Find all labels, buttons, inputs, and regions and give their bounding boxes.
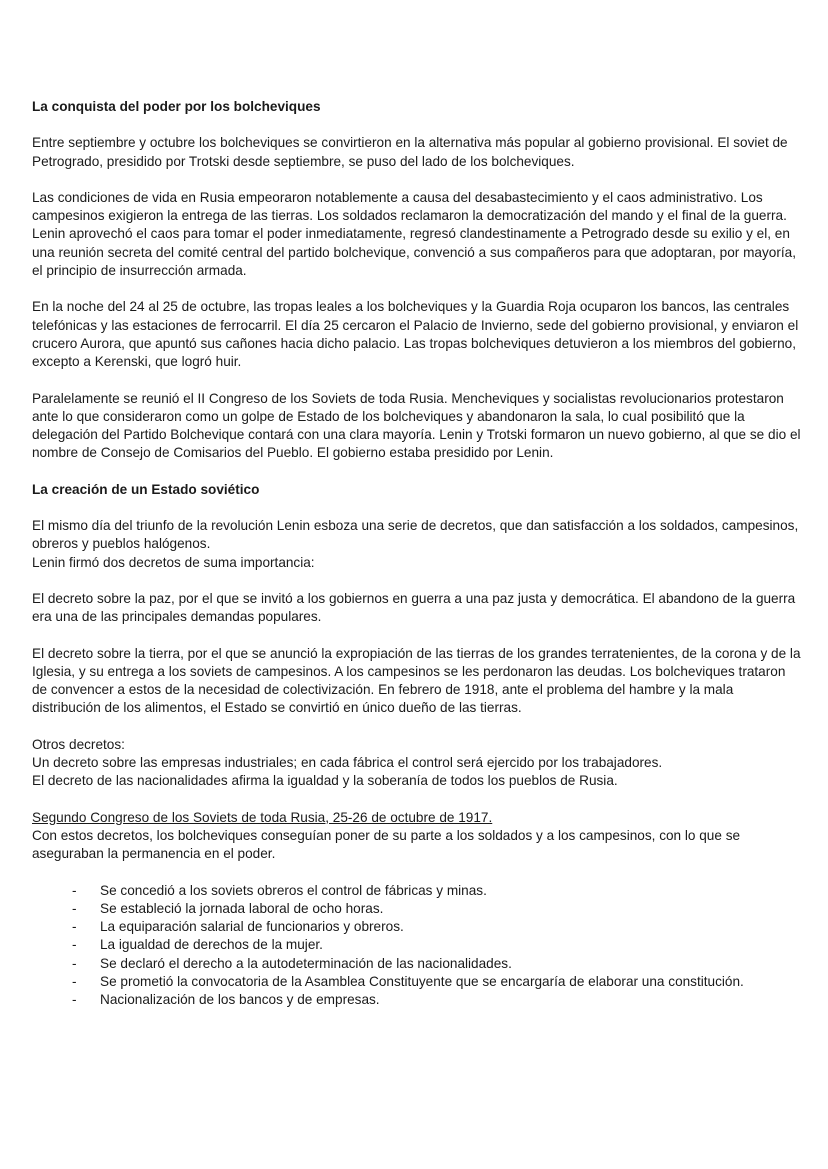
section-title-conquest: La conquista del poder por los bolcheviques [32,99,321,114]
list-item: - La igualdad de derechos de la mujer. [32,936,802,954]
list-item: - Se declaró el derecho a la autodeterminación de las nacionalidades. [32,955,802,973]
paragraph: Lenin aprovechó el caos para tomar el poder inmediatamente, regresó clandestinamente a Petrogrado desde su exilio y el, en una reunión secreta del comité central del partido bolchevique, convenció a sus compañeros para que adoptaran, por mayoría, el principio de insurrección armada. [32,226,796,279]
dash-bullet: - [72,937,77,953]
dash-bullet: - [72,992,77,1008]
paragraph: Lenin firmó dos decretos de suma importancia: [32,554,315,570]
list-item: - Se concedió a los soviets obreros el control de fábricas y minas. [32,882,802,900]
document-content [32,98,802,1010]
dash-bullet: - [72,919,77,935]
paragraph: El decreto de las nacionalidades afirma la igualdad y la soberanía de todos los pueblos de Rusia. [32,773,618,789]
paragraph: Las condiciones de vida en Rusia empeoraron notablemente a causa del desabastecimiento y el caos administrativo. Los campesinos exigieron la entrega de las tierras. Los soldados reclamaron la democratización del mando y el final de la guerra. [32,189,787,224]
paragraph: El decreto sobre la paz, por el que se invitó a los gobiernos en guerra a una paz justa y democrática. El abandono de la guerra era una de las principales demandas populares. [32,590,796,625]
dash-bullet: - [72,955,77,971]
list-item: - La equiparación salarial de funcionarios y obreros. [32,918,802,936]
dash-bullet: - [72,900,77,916]
paragraph: Con estos decretos, los bolcheviques conseguían poner de su parte a los soldados y a los campesinos, con lo que se aseguraban la permanencia en el poder. [32,827,741,862]
list-item: - Se estableció la jornada laboral de ocho horas. [32,900,802,918]
paragraph: Paralelamente se reunió el II Congreso de los Soviets de toda Rusia. Mencheviques y socialistas revolucionarios protestaron ante lo que consideraron como un golpe de Estado de los bolcheviques y abandonaron la sala, lo cual posibilitó que la delegación del Partido Bolchevique contará con una clara mayoría. Lenin y Trotski formaron un nuevo gobierno, al que se dio el nombre de Consejo de Comisarios del Pueblo. El gobierno estaba presidido por Lenin. [32,390,801,461]
measures-list [32,882,802,1010]
dash-bullet: - [72,882,77,898]
paragraph: El decreto sobre la tierra, por el que se anunció la expropiación de las tierras de los grandes terratenientes, de la corona y de la Iglesia, y su entrega a los soviets de campesinos. A los campesinos se les perdonaron las deudas. Los bolcheviques trataron de convencer a estos de la necesidad de colectivización. En febrero de 1918, ante el problema del hambre y la mala distribución de los alimentos, el Estado se convirtió en único dueño de las tierras. [32,645,801,716]
list-item: - Se prometió la convocatoria de la Asamblea Constituyente que se encargaría de elaborar una constitución. [32,973,802,991]
paragraph: Un decreto sobre las empresas industriales; en cada fábrica el control será ejercido por los trabajadores. [32,755,663,771]
paragraph: Entre septiembre y octubre los bolcheviques se convirtieron en la alternativa más popular al gobierno provisional. El soviet de Petrogrado, presidido por Trotski desde septiembre, se puso del lado de los bolcheviques. [32,135,788,169]
paragraph: Otros decretos: [32,736,125,752]
dash-bullet: - [72,973,77,989]
congress-heading: Segundo Congreso de los Soviets de toda Rusia, 25-26 de octubre de 1917. [32,809,493,825]
paragraph: El mismo día del triunfo de la revolución Lenin esboza una serie de decretos, que dan satisfacción a los soldados, campesinos, obreros y pueblos halógenos. [32,518,799,552]
section-title-soviet-state: La creación de un Estado soviético [32,481,260,497]
paragraph: En la noche del 24 al 25 de octubre, las tropas leales a los bolcheviques y la Guardia Roja ocuparon los bancos, las centrales telefónicas y las estaciones de ferrocarril. El día 25 cercaron el Palacio de Invierno, sede del gobierno provisional, y enviaron el crucero Aurora, que apuntó sus cañones hacia dicho palacio. Las tropas bolcheviques detuvieron a los miembros del gobierno, excepto a Kerenski, que logró huir. [32,299,799,370]
list-item: - Nacionalización de los bancos y de empresas. [32,991,802,1009]
